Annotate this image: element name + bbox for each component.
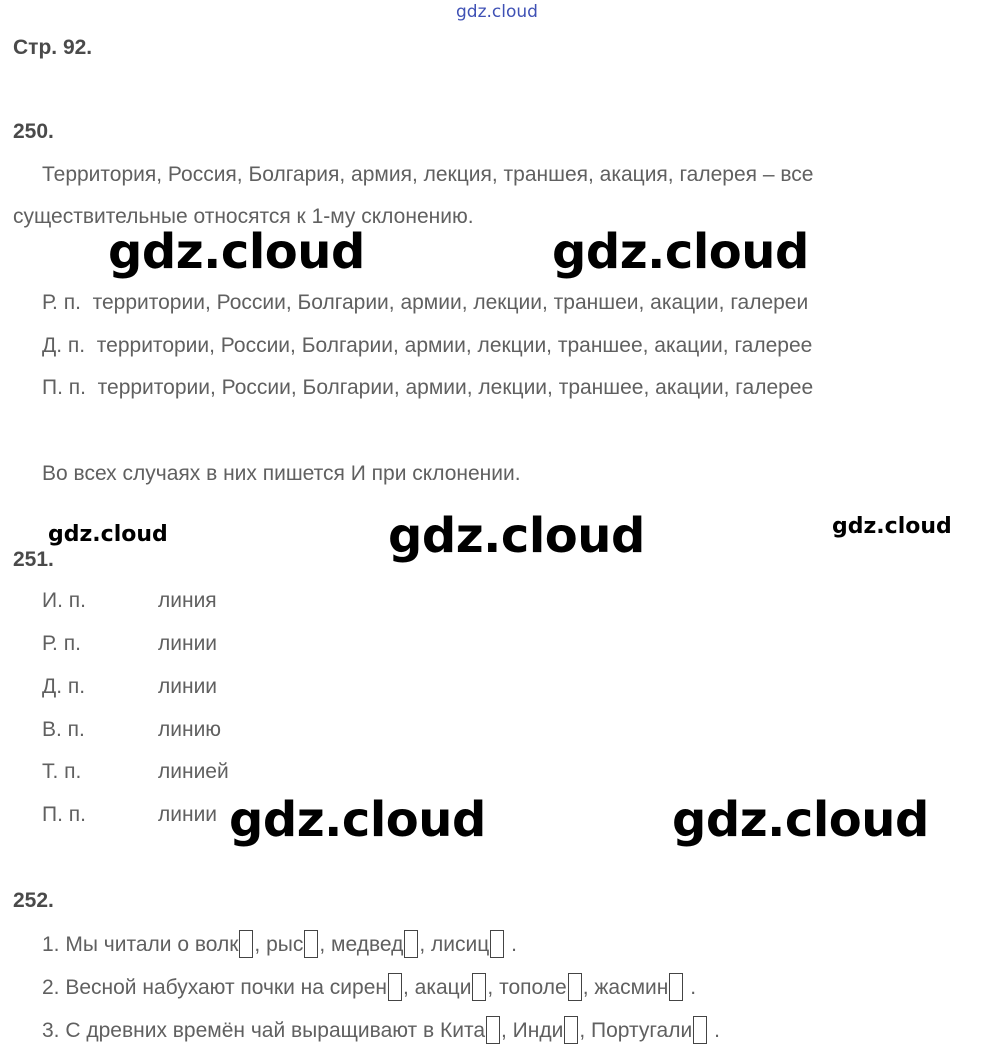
task-250-line-2: существительные относятся к 1-му склонению. xyxy=(13,205,474,228)
case-word: линией xyxy=(158,760,229,783)
text-fragment: . xyxy=(690,976,697,999)
letter-box xyxy=(486,1016,500,1044)
watermark: gdz.cloud xyxy=(108,224,365,280)
task-250-conclusion: Во всех случаях в них пишется И при склонении. xyxy=(42,462,521,485)
case-label: Р. п. xyxy=(42,632,81,655)
text-fragment: . xyxy=(511,933,517,956)
task-250-row-dp xyxy=(42,334,812,358)
case-label: И. п. xyxy=(42,589,86,612)
case-label: Д. п. xyxy=(42,675,86,698)
letter-box xyxy=(669,973,683,1001)
watermark: gdz.cloud xyxy=(48,522,168,547)
case-words: территории, России, Болгарии, армии, лекции, траншее, акации, галерее xyxy=(96,334,813,357)
letter-box xyxy=(388,973,402,1001)
text-fragment: , медвед xyxy=(319,933,404,956)
case-words: территории, России, Болгарии, армии, лекции, траншее, акации, галерее xyxy=(97,376,814,399)
case-word: линии xyxy=(158,803,218,826)
task-250-number: 250. xyxy=(13,120,54,143)
case-word: линии xyxy=(158,675,218,698)
letter-box xyxy=(239,930,253,958)
task-252-sentence-1 xyxy=(42,930,517,958)
case-word: линии xyxy=(158,632,218,655)
case-label: В. п. xyxy=(42,718,85,741)
watermark: gdz.cloud xyxy=(672,792,929,848)
case-label: Т. п. xyxy=(42,760,82,783)
letter-box xyxy=(404,930,418,958)
case-label: П. п. xyxy=(42,376,86,399)
letter-box xyxy=(693,1016,707,1044)
top-watermark: gdz.cloud xyxy=(456,2,538,22)
text-fragment: 3. С древних времён чай выращивают в Кита xyxy=(42,1019,485,1042)
case-label: Р. п. xyxy=(42,291,81,314)
case-label: Д. п. xyxy=(42,334,86,357)
task-250-line-1: Территория, Россия, Болгария, армия, лекция, траншея, акация, галерея – все xyxy=(42,163,814,186)
case-label: П. п. xyxy=(42,803,86,826)
text-fragment: , тополе xyxy=(487,976,567,999)
letter-box xyxy=(568,973,582,1001)
task-251-number: 251. xyxy=(13,548,54,571)
page-reference: Стр. 92. xyxy=(13,36,93,59)
letter-box xyxy=(472,973,486,1001)
watermark: gdz.cloud xyxy=(832,514,952,539)
task-252-sentence-2 xyxy=(42,973,696,1001)
letter-box xyxy=(564,1016,578,1044)
case-words: территории, России, Болгарии, армии, лекции, траншеи, акации, галереи xyxy=(92,291,809,314)
text-fragment: , жасмин xyxy=(582,976,669,999)
text-fragment: , рыс xyxy=(254,933,304,956)
text-fragment: 2. Весной набухают почки на сирен xyxy=(42,976,387,999)
letter-box xyxy=(490,930,504,958)
task-252-sentence-3 xyxy=(42,1016,720,1044)
text-fragment: , Португали xyxy=(579,1019,693,1042)
task-250-row-pp xyxy=(42,376,813,400)
case-word: линия xyxy=(158,589,217,612)
watermark: gdz.cloud xyxy=(388,508,645,564)
case-word: линию xyxy=(158,718,222,741)
letter-box xyxy=(304,930,318,958)
watermark: gdz.cloud xyxy=(229,792,486,848)
text-fragment: 1. Мы читали о волк xyxy=(42,933,239,956)
text-fragment: , Инди xyxy=(501,1019,564,1042)
task-252-number: 252. xyxy=(13,889,54,912)
text-fragment: , лисиц xyxy=(419,933,490,956)
text-fragment: , акаци xyxy=(402,976,472,999)
watermark: gdz.cloud xyxy=(552,224,809,280)
task-250-row-rp xyxy=(42,291,808,315)
text-fragment: . xyxy=(714,1019,720,1042)
